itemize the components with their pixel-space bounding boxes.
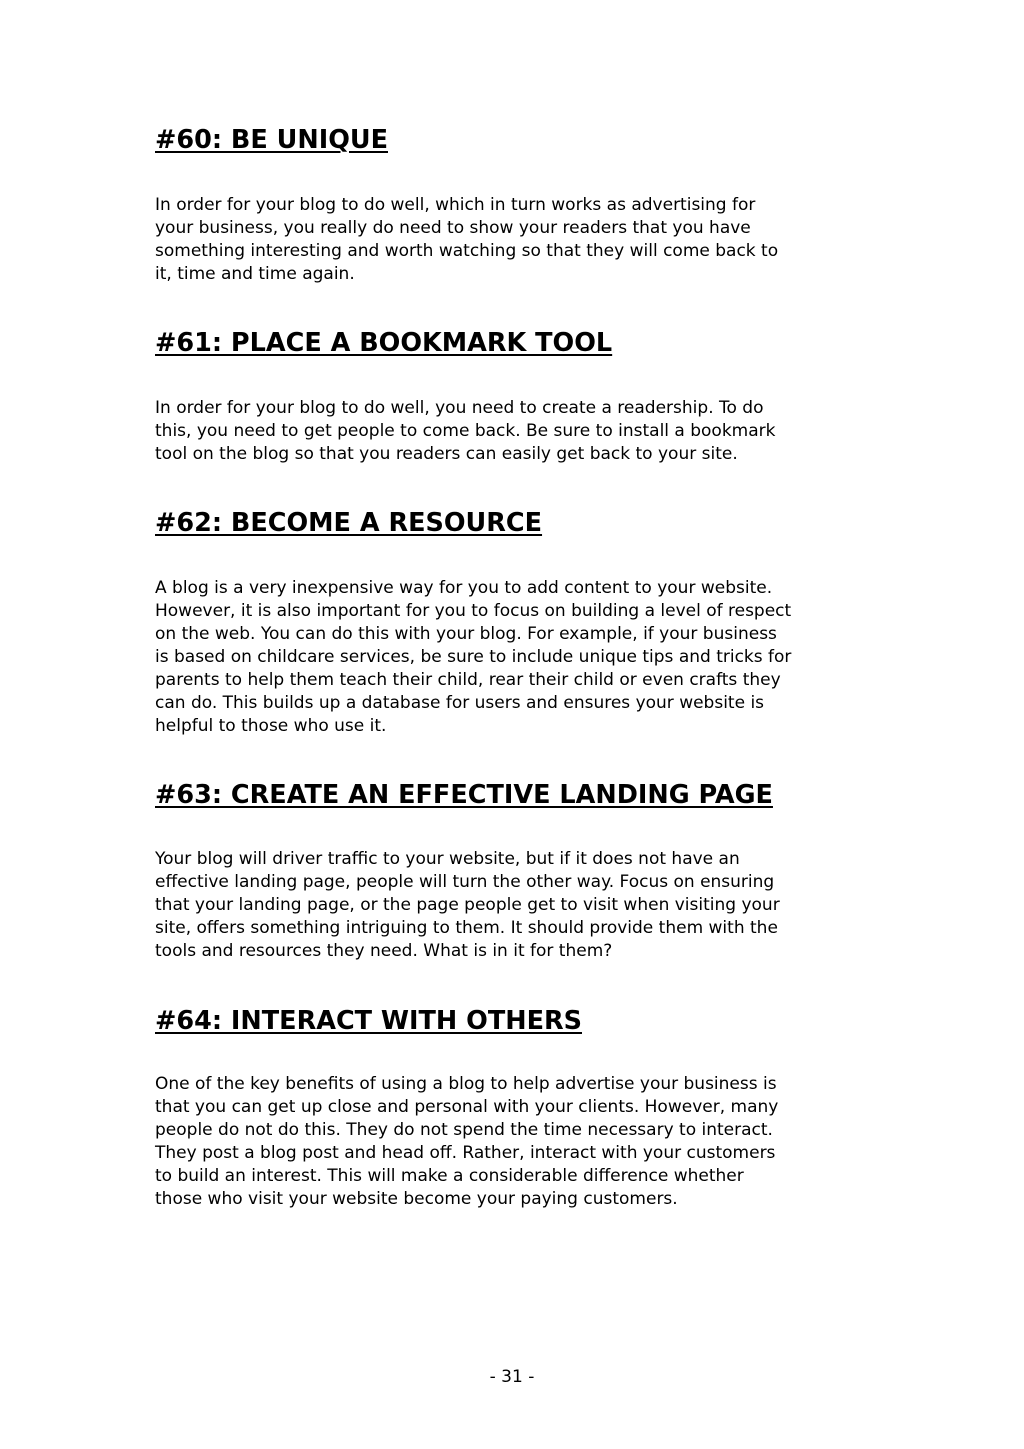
section-heading-place-a-bookmark-tool: #61: PLACE A BOOKMARK TOOL <box>155 328 613 358</box>
section-body-create-landing-page: Your blog will driver traffic to your website, but if it does not have an effective landing page, people will turn the other way. Focus on ensuring that your landing page, or the page people get to visit when visiting your site, offers something intriguing to them. It should provide them with the tools and resources they need. What is in it for them? <box>155 849 780 961</box>
section-body-interact-with-others: One of the key benefits of using a blog to help advertise your business is that you can get up close and personal with your clients. However, many people do not do this. They do not spend the time necessary to interact. They post a blog post and head off. Rather, interact with your customers to build an interest. This will make a considerable difference whether those who visit your website become your paying customers. <box>155 1074 779 1209</box>
section-body-become-a-resource: A blog is a very inexpensive way for you to add content to your website. However, it is also important for you to focus on building a level of respect on the web. You can do this with your blog. For example, if your business is based on childcare services, be sure to include unique tips and tricks for parents to help them teach their child, rear their child or even crafts they can do. This builds up a database for users and ensures your website is helpful to those who use it. <box>155 578 792 736</box>
section-heading-create-landing-page: #63: CREATE AN EFFECTIVE LANDING PAGE <box>155 780 773 810</box>
section-heading-become-a-resource: #62: BECOME A RESOURCE <box>155 508 543 538</box>
section-body-be-unique: In order for your blog to do well, which in turn works as advertising for your business, you really do need to show your readers that you have something interesting and worth watching so that they will come back to it, time and time again. <box>155 195 779 284</box>
section-heading-interact-with-others: #64: INTERACT WITH OTHERS <box>155 1006 582 1036</box>
page-number: - 31 - <box>489 1367 535 1387</box>
section-body-place-a-bookmark-tool: In order for your blog to do well, you need to create a readership. To do this, you need to get people to come back. Be sure to install a bookmark tool on the blog so that you readers can easily get back to your site. <box>155 398 776 464</box>
section-heading-be-unique: #60: BE UNIQUE <box>155 125 388 155</box>
